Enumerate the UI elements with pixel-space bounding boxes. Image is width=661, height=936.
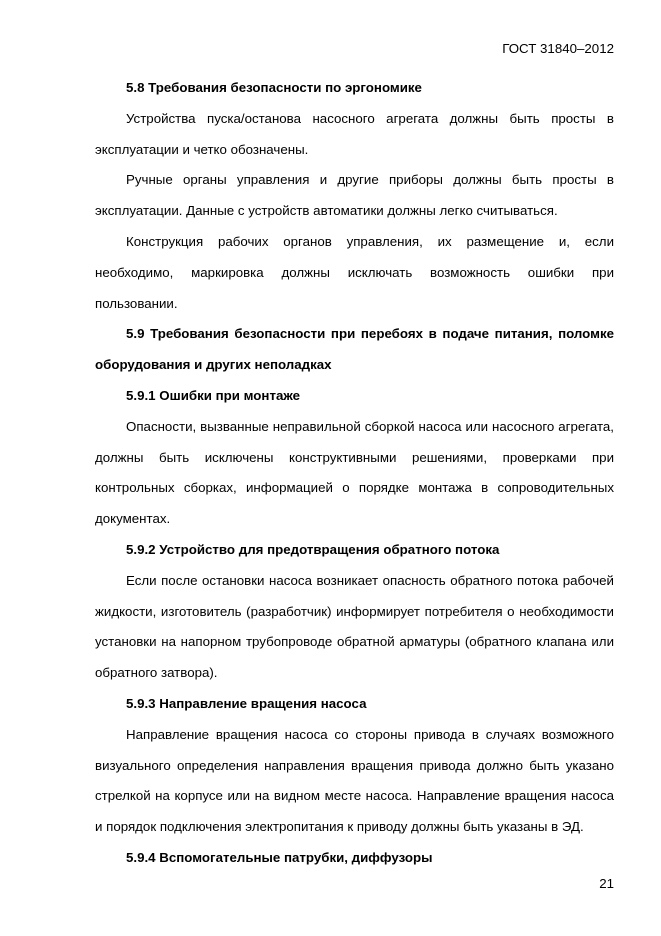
- page-number: 21: [599, 876, 614, 891]
- paragraph: Конструкция рабочих органов управления, их размещение и, если необходимо, маркировка должны исключать возможность ошибки при пользовании.: [95, 233, 614, 311]
- paragraph: Устройства пуска/останова насосного агрегата должны быть просты в эксплуатации и четко обозначены.: [95, 110, 614, 157]
- document-header: ГОСТ 31840–2012: [502, 41, 614, 56]
- paragraph: Опасности, вызванные неправильной сборкой насоса или насосного агрегата, должны быть исключены конструктивными решениями, проверками при контрольных сборках, информацией о порядке монтажа в сопроводительных документах.: [95, 418, 614, 527]
- paragraph: Ручные органы управления и другие приборы должны быть просты в эксплуатации. Данные с устройств автоматики должны легко считываться.: [95, 172, 614, 219]
- paragraph: Направление вращения насоса со стороны привода в случаях возможного визуального определения направления вращения привода должно быть указано стрелкой на корпусе или на видном месте насоса. Направление вращения насоса и порядок подключения электропитания к приводу должны быть указаны в ЭД.: [95, 726, 614, 835]
- section-heading-5-9-3: 5.9.3 Направление вращения насоса: [126, 695, 367, 711]
- section-heading-5-9-4: 5.9.4 Вспомогательные патрубки, диффузоры: [126, 849, 433, 865]
- document-body: [95, 73, 614, 874]
- paragraph: Если после остановки насоса возникает опасность обратного потока рабочей жидкости, изготовитель (разработчик) информирует потребителя о необходимости установки на напорном трубопроводе обратной арматуры (обратного клапана или обратного затвора).: [95, 572, 614, 681]
- section-heading-5-9-2: 5.9.2 Устройство для предотвращения обратного потока: [126, 541, 500, 557]
- section-heading-5-8: 5.8 Требования безопасности по эргономике: [126, 80, 422, 95]
- section-heading-5-9: 5.9 Требования безопасности при перебоях в подаче питания, поломке оборудования и других неполадках: [95, 326, 614, 373]
- section-heading-5-9-1: 5.9.1 Ошибки при монтаже: [126, 387, 300, 403]
